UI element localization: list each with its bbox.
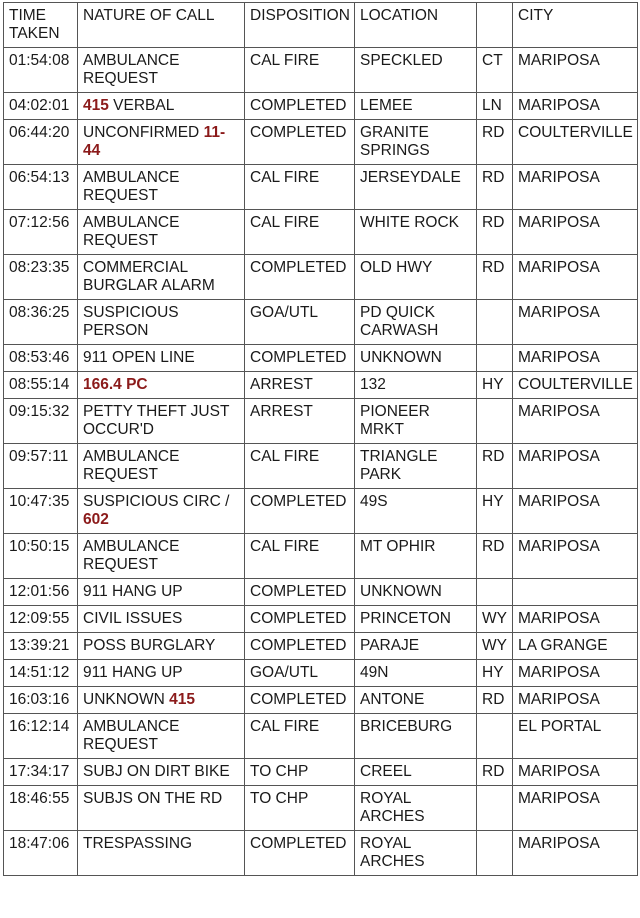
nature-text: PETTY THEFT JUST OCCUR'D	[83, 403, 230, 438]
table-row	[4, 210, 638, 255]
location-cell: CREEL	[355, 759, 477, 786]
call-log-body	[4, 48, 638, 876]
city-cell: MARIPOSA	[513, 210, 638, 255]
code-highlight: 11-44	[83, 124, 226, 159]
table-row	[4, 831, 638, 876]
nature-cell	[78, 444, 245, 489]
time-cell: 16:03:16	[4, 687, 78, 714]
table-row	[4, 345, 638, 372]
nature-text: SUBJ ON DIRT BIKE	[83, 763, 230, 780]
street-suffix-cell: LN	[477, 93, 513, 120]
location-cell: MT OPHIR	[355, 534, 477, 579]
code-highlight: 166.4 PC	[83, 376, 148, 393]
time-cell: 08:36:25	[4, 300, 78, 345]
street-suffix-cell: HY	[477, 372, 513, 399]
street-suffix-cell: HY	[477, 660, 513, 687]
code-highlight: 415	[83, 97, 109, 114]
nature-text: AMBULANCE REQUEST	[83, 538, 180, 573]
time-cell: 08:55:14	[4, 372, 78, 399]
disposition-cell: COMPLETED	[245, 606, 355, 633]
disposition-cell: COMPLETED	[245, 345, 355, 372]
city-cell: MARIPOSA	[513, 399, 638, 444]
city-cell: EL PORTAL	[513, 714, 638, 759]
nature-cell	[78, 534, 245, 579]
city-cell: MARIPOSA	[513, 489, 638, 534]
street-suffix-cell: RD	[477, 255, 513, 300]
nature-cell	[78, 660, 245, 687]
street-suffix-cell: RD	[477, 210, 513, 255]
disposition-cell: ARREST	[245, 372, 355, 399]
table-row	[4, 660, 638, 687]
location-cell: OLD HWY	[355, 255, 477, 300]
nature-cell	[78, 831, 245, 876]
location-cell: 49S	[355, 489, 477, 534]
city-cell: LA GRANGE	[513, 633, 638, 660]
nature-cell	[78, 714, 245, 759]
city-cell: COULTERVILLE	[513, 120, 638, 165]
nature-cell	[78, 687, 245, 714]
disposition-cell: GOA/UTL	[245, 300, 355, 345]
table-row	[4, 444, 638, 489]
city-cell: MARIPOSA	[513, 48, 638, 93]
city-cell: MARIPOSA	[513, 345, 638, 372]
table-row	[4, 48, 638, 93]
table-row	[4, 534, 638, 579]
location-cell: ROYAL ARCHES	[355, 831, 477, 876]
location-cell: UNKNOWN	[355, 579, 477, 606]
location-cell: ANTONE	[355, 687, 477, 714]
street-suffix-cell: RD	[477, 687, 513, 714]
nature-text: AMBULANCE REQUEST	[83, 718, 180, 753]
street-suffix-cell: RD	[477, 165, 513, 210]
table-row	[4, 714, 638, 759]
table-row	[4, 165, 638, 210]
street-suffix-cell	[477, 786, 513, 831]
disposition-cell: COMPLETED	[245, 831, 355, 876]
city-cell: MARIPOSA	[513, 606, 638, 633]
disposition-cell: CAL FIRE	[245, 48, 355, 93]
location-cell: GRANITE SPRINGS	[355, 120, 477, 165]
time-cell: 12:01:56	[4, 579, 78, 606]
time-cell: 17:34:17	[4, 759, 78, 786]
nature-text: COMMERCIAL BURGLAR ALARM	[83, 259, 215, 294]
city-cell: COULTERVILLE	[513, 372, 638, 399]
disposition-cell: CAL FIRE	[245, 210, 355, 255]
nature-cell	[78, 255, 245, 300]
time-cell: 08:53:46	[4, 345, 78, 372]
nature-text: 911 HANG UP	[83, 664, 183, 681]
street-suffix-cell: CT	[477, 48, 513, 93]
table-row	[4, 606, 638, 633]
time-cell: 08:23:35	[4, 255, 78, 300]
header-nature-of-call: NATURE OF CALL	[78, 3, 245, 48]
disposition-cell: CAL FIRE	[245, 714, 355, 759]
nature-cell	[78, 165, 245, 210]
nature-text: 911 OPEN LINE	[83, 349, 195, 366]
time-cell: 10:47:35	[4, 489, 78, 534]
location-cell: ROYAL ARCHES	[355, 786, 477, 831]
street-suffix-cell: HY	[477, 489, 513, 534]
nature-text: AMBULANCE REQUEST	[83, 214, 180, 249]
disposition-cell: CAL FIRE	[245, 444, 355, 489]
time-cell: 04:02:01	[4, 93, 78, 120]
street-suffix-cell: RD	[477, 120, 513, 165]
location-cell: PRINCETON	[355, 606, 477, 633]
table-row	[4, 579, 638, 606]
table-row	[4, 633, 638, 660]
nature-text: SUSPICIOUS PERSON	[83, 304, 179, 339]
disposition-cell: COMPLETED	[245, 489, 355, 534]
nature-text: AMBULANCE REQUEST	[83, 448, 180, 483]
nature-cell	[78, 759, 245, 786]
street-suffix-cell: RD	[477, 444, 513, 489]
location-cell: SPECKLED	[355, 48, 477, 93]
street-suffix-cell	[477, 831, 513, 876]
disposition-cell: COMPLETED	[245, 579, 355, 606]
city-cell: MARIPOSA	[513, 687, 638, 714]
city-cell: MARIPOSA	[513, 786, 638, 831]
disposition-cell: COMPLETED	[245, 93, 355, 120]
city-cell: MARIPOSA	[513, 300, 638, 345]
street-suffix-cell: RD	[477, 534, 513, 579]
nature-cell	[78, 300, 245, 345]
call-log-table	[3, 2, 638, 876]
time-cell: 18:46:55	[4, 786, 78, 831]
street-suffix-cell: WY	[477, 633, 513, 660]
disposition-cell: COMPLETED	[245, 120, 355, 165]
nature-cell	[78, 372, 245, 399]
city-cell: MARIPOSA	[513, 759, 638, 786]
nature-cell	[78, 579, 245, 606]
city-cell: MARIPOSA	[513, 534, 638, 579]
disposition-cell: CAL FIRE	[245, 165, 355, 210]
header-disposition: DISPOSITION	[245, 3, 355, 48]
time-cell: 09:57:11	[4, 444, 78, 489]
table-row	[4, 489, 638, 534]
city-cell: MARIPOSA	[513, 444, 638, 489]
time-cell: 01:54:08	[4, 48, 78, 93]
nature-text: UNKNOWN	[83, 691, 170, 708]
header-row	[4, 3, 638, 48]
location-cell: BRICEBURG	[355, 714, 477, 759]
nature-text-after: VERBAL	[108, 97, 175, 114]
street-suffix-cell	[477, 579, 513, 606]
time-cell: 10:50:15	[4, 534, 78, 579]
nature-text: POSS BURGLARY	[83, 637, 216, 654]
table-row	[4, 93, 638, 120]
nature-text: AMBULANCE REQUEST	[83, 52, 180, 87]
nature-cell	[78, 93, 245, 120]
street-suffix-cell: WY	[477, 606, 513, 633]
nature-text: SUSPICIOUS CIRC /	[83, 493, 230, 510]
disposition-cell: COMPLETED	[245, 633, 355, 660]
table-row	[4, 300, 638, 345]
location-cell: UNKNOWN	[355, 345, 477, 372]
location-cell: TRIANGLE PARK	[355, 444, 477, 489]
disposition-cell: GOA/UTL	[245, 660, 355, 687]
nature-cell	[78, 399, 245, 444]
city-cell	[513, 579, 638, 606]
city-cell: MARIPOSA	[513, 255, 638, 300]
time-cell: 06:44:20	[4, 120, 78, 165]
street-suffix-cell: RD	[477, 759, 513, 786]
nature-cell	[78, 489, 245, 534]
nature-cell	[78, 633, 245, 660]
street-suffix-cell	[477, 300, 513, 345]
time-cell: 13:39:21	[4, 633, 78, 660]
table-row	[4, 759, 638, 786]
disposition-cell: TO CHP	[245, 759, 355, 786]
time-cell: 07:12:56	[4, 210, 78, 255]
disposition-cell: TO CHP	[245, 786, 355, 831]
city-cell: MARIPOSA	[513, 93, 638, 120]
disposition-cell: COMPLETED	[245, 687, 355, 714]
nature-cell	[78, 345, 245, 372]
location-cell: PARAJE	[355, 633, 477, 660]
time-cell: 16:12:14	[4, 714, 78, 759]
disposition-cell: CAL FIRE	[245, 534, 355, 579]
time-cell: 18:47:06	[4, 831, 78, 876]
city-cell: MARIPOSA	[513, 660, 638, 687]
header-city: CITY	[513, 3, 638, 48]
location-cell: LEMEE	[355, 93, 477, 120]
city-cell: MARIPOSA	[513, 831, 638, 876]
location-cell: 132	[355, 372, 477, 399]
nature-cell	[78, 48, 245, 93]
disposition-cell: ARREST	[245, 399, 355, 444]
header-street-suffix	[477, 3, 513, 48]
location-cell: 49N	[355, 660, 477, 687]
table-row	[4, 120, 638, 165]
nature-text: 911 HANG UP	[83, 583, 183, 600]
time-cell: 06:54:13	[4, 165, 78, 210]
nature-cell	[78, 606, 245, 633]
street-suffix-cell	[477, 714, 513, 759]
time-cell: 14:51:12	[4, 660, 78, 687]
nature-cell	[78, 786, 245, 831]
table-row	[4, 687, 638, 714]
code-highlight: 602	[83, 511, 109, 528]
table-row	[4, 399, 638, 444]
table-row	[4, 372, 638, 399]
table-row	[4, 786, 638, 831]
code-highlight: 415	[169, 691, 195, 708]
city-cell: MARIPOSA	[513, 165, 638, 210]
location-cell: WHITE ROCK	[355, 210, 477, 255]
time-cell: 12:09:55	[4, 606, 78, 633]
location-cell: PD QUICK CARWASH	[355, 300, 477, 345]
nature-text: SUBJS ON THE RD	[83, 790, 223, 807]
nature-cell	[78, 210, 245, 255]
nature-cell	[78, 120, 245, 165]
nature-text: AMBULANCE REQUEST	[83, 169, 180, 204]
nature-text: TRESPASSING	[83, 835, 193, 852]
disposition-cell: COMPLETED	[245, 255, 355, 300]
header-time-taken: TIME TAKEN	[4, 3, 78, 48]
header-location: LOCATION	[355, 3, 477, 48]
location-cell: PIONEER MRKT	[355, 399, 477, 444]
location-cell: JERSEYDALE	[355, 165, 477, 210]
street-suffix-cell	[477, 399, 513, 444]
nature-text: CIVIL ISSUES	[83, 610, 183, 627]
table-row	[4, 255, 638, 300]
nature-text: UNCONFIRMED	[83, 124, 204, 141]
time-cell: 09:15:32	[4, 399, 78, 444]
street-suffix-cell	[477, 345, 513, 372]
